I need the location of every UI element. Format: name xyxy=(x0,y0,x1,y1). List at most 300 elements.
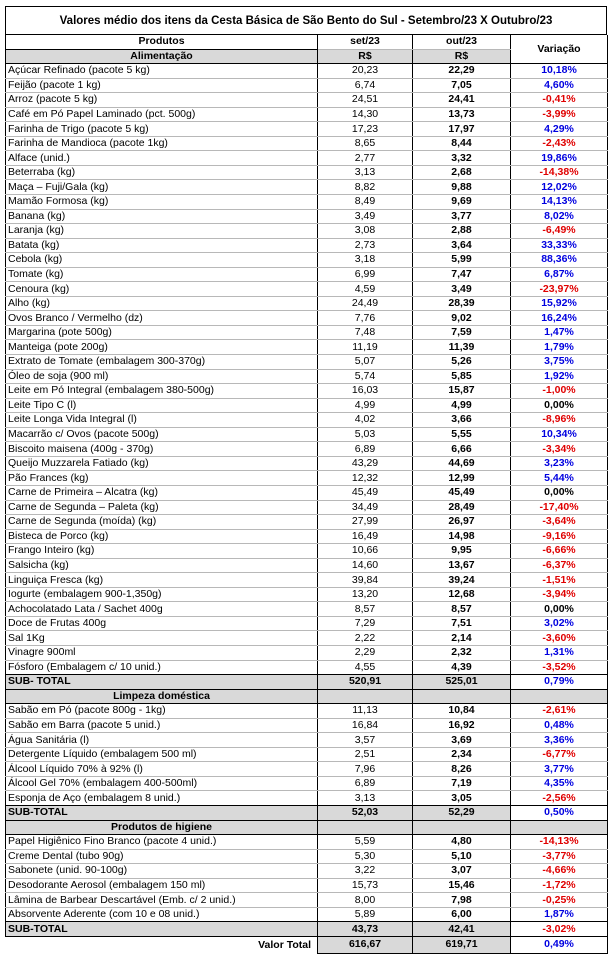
variation-value: 14,13% xyxy=(511,195,608,210)
variation-value: 3,23% xyxy=(511,456,608,471)
product-name: Doce de Frutas 400g xyxy=(6,616,318,631)
subtotal-variation: -3,02% xyxy=(511,922,608,937)
price-out: 7,19 xyxy=(413,776,511,791)
variation-value: 8,02% xyxy=(511,209,608,224)
price-set: 7,29 xyxy=(318,616,413,631)
price-set: 11,13 xyxy=(318,704,413,719)
table-row xyxy=(6,835,608,850)
product-name: Farinha de Trigo (pacote 5 kg) xyxy=(6,122,318,137)
price-out: 5,55 xyxy=(413,427,511,442)
subtotal-row xyxy=(6,675,608,690)
price-out: 5,10 xyxy=(413,849,511,864)
price-set: 7,76 xyxy=(318,311,413,326)
price-set: 6,74 xyxy=(318,78,413,93)
table-row xyxy=(6,718,608,733)
variation-value: -1,51% xyxy=(511,573,608,588)
price-out: 15,46 xyxy=(413,878,511,893)
price-out: 2,88 xyxy=(413,224,511,239)
product-name: Bisteca de Porco (kg) xyxy=(6,529,318,544)
price-out: 3,77 xyxy=(413,209,511,224)
variation-value: 15,92% xyxy=(511,296,608,311)
table-row xyxy=(6,864,608,879)
variation-value: -17,40% xyxy=(511,500,608,515)
table-row xyxy=(6,311,608,326)
product-name: Salsicha (kg) xyxy=(6,558,318,573)
table-row xyxy=(6,660,608,675)
table-row xyxy=(6,267,608,282)
variation-value: 1,87% xyxy=(511,907,608,922)
table-row xyxy=(6,238,608,253)
variation-value: 4,29% xyxy=(511,122,608,137)
table-row xyxy=(6,180,608,195)
table-row xyxy=(6,704,608,719)
price-set: 15,73 xyxy=(318,878,413,893)
product-name: Leite em Pó Integral (embalagem 380-500g) xyxy=(6,384,318,399)
variation-value: 16,24% xyxy=(511,311,608,326)
section-blank-cell xyxy=(318,689,413,704)
price-set: 2,73 xyxy=(318,238,413,253)
price-out: 28,39 xyxy=(413,296,511,311)
product-name: Farinha de Mandioca (pacote 1kg) xyxy=(6,136,318,151)
price-set: 2,22 xyxy=(318,631,413,646)
subtotal-out: 42,41 xyxy=(413,922,511,937)
price-set: 5,59 xyxy=(318,835,413,850)
product-name: Linguiça Fresca (kg) xyxy=(6,573,318,588)
price-out: 14,98 xyxy=(413,529,511,544)
table-row xyxy=(6,776,608,791)
price-set: 24,49 xyxy=(318,296,413,311)
table-row xyxy=(6,456,608,471)
variation-value: 0,00% xyxy=(511,602,608,617)
price-set: 16,84 xyxy=(318,718,413,733)
product-name: Macarrão c/ Ovos (pacote 500g) xyxy=(6,427,318,442)
price-set: 24,51 xyxy=(318,93,413,108)
price-out: 13,73 xyxy=(413,107,511,122)
variation-value: -1,72% xyxy=(511,878,608,893)
subtotal-out: 525,01 xyxy=(413,675,511,690)
section-title: Alimentação xyxy=(6,49,318,64)
price-set: 7,96 xyxy=(318,762,413,777)
table-row xyxy=(6,485,608,500)
variation-value: 10,18% xyxy=(511,64,608,79)
subtotal-row xyxy=(6,805,608,820)
variation-value: -6,66% xyxy=(511,544,608,559)
variation-value: 88,36% xyxy=(511,253,608,268)
table-row xyxy=(6,136,608,151)
product-name: Alface (unid.) xyxy=(6,151,318,166)
price-set: 3,08 xyxy=(318,224,413,239)
variation-value: -8,96% xyxy=(511,413,608,428)
price-set: 39,84 xyxy=(318,573,413,588)
variation-value: -2,56% xyxy=(511,791,608,806)
price-set: 20,23 xyxy=(318,64,413,79)
product-name: Tomate (kg) xyxy=(6,267,318,282)
table-row xyxy=(6,587,608,602)
table-row xyxy=(6,325,608,340)
variation-value: 5,44% xyxy=(511,471,608,486)
section-blank-cell xyxy=(511,820,608,835)
price-sheet xyxy=(5,6,607,954)
variation-value: -6,77% xyxy=(511,747,608,762)
product-name: Detergente Líquido (embalagem 500 ml) xyxy=(6,747,318,762)
variation-value: -3,34% xyxy=(511,442,608,457)
table-row xyxy=(6,631,608,646)
subtotal-row xyxy=(6,922,608,937)
subtotal-variation: 0,50% xyxy=(511,805,608,820)
price-set: 14,30 xyxy=(318,107,413,122)
table-row xyxy=(6,602,608,617)
price-set: 8,57 xyxy=(318,602,413,617)
variation-value: 6,87% xyxy=(511,267,608,282)
price-set: 45,49 xyxy=(318,485,413,500)
variation-value: -3,99% xyxy=(511,107,608,122)
subtotal-label: SUB-TOTAL xyxy=(6,805,318,820)
variation-value: -3,77% xyxy=(511,849,608,864)
variation-value: -6,37% xyxy=(511,558,608,573)
header-set: set/23 xyxy=(318,35,413,49)
product-name: Álcool Gel 70% (embalagem 400-500ml) xyxy=(6,776,318,791)
table-row xyxy=(6,107,608,122)
price-out: 22,29 xyxy=(413,64,511,79)
product-name: Iogurte (embalagem 900-1,350g) xyxy=(6,587,318,602)
price-set: 43,29 xyxy=(318,456,413,471)
table-row xyxy=(6,165,608,180)
price-set: 16,03 xyxy=(318,384,413,399)
variation-value: -2,61% xyxy=(511,704,608,719)
table-row xyxy=(6,122,608,137)
price-set: 2,29 xyxy=(318,645,413,660)
price-set: 5,07 xyxy=(318,355,413,370)
product-name: Álcool Líquido 70% à 92% (l) xyxy=(6,762,318,777)
price-out: 7,59 xyxy=(413,325,511,340)
price-out: 6,66 xyxy=(413,442,511,457)
price-set: 8,49 xyxy=(318,195,413,210)
price-out: 2,34 xyxy=(413,747,511,762)
table-row xyxy=(6,558,608,573)
product-name: Açúcar Refinado (pacote 5 kg) xyxy=(6,64,318,79)
price-out: 3,64 xyxy=(413,238,511,253)
price-set: 3,49 xyxy=(318,209,413,224)
price-out: 17,97 xyxy=(413,122,511,137)
product-name: Maça – Fuji/Gala (kg) xyxy=(6,180,318,195)
table-row xyxy=(6,616,608,631)
price-out: 3,69 xyxy=(413,733,511,748)
table-row xyxy=(6,791,608,806)
variation-value: 12,02% xyxy=(511,180,608,195)
table-row xyxy=(6,427,608,442)
variation-value: -14,13% xyxy=(511,835,608,850)
price-out: 28,49 xyxy=(413,500,511,515)
header-out: out/23 xyxy=(413,35,511,49)
price-set: 5,30 xyxy=(318,849,413,864)
subtotal-out: 52,29 xyxy=(413,805,511,820)
variation-value: 3,75% xyxy=(511,355,608,370)
header-produtos: Produtos xyxy=(6,35,318,49)
variation-value: -14,38% xyxy=(511,165,608,180)
price-set: 34,49 xyxy=(318,500,413,515)
price-out: 6,00 xyxy=(413,907,511,922)
price-set: 3,13 xyxy=(318,791,413,806)
section-blank-cell xyxy=(413,689,511,704)
price-out: 12,99 xyxy=(413,471,511,486)
price-out: 9,69 xyxy=(413,195,511,210)
product-name: Fósforo (Embalagem c/ 10 unid.) xyxy=(6,660,318,675)
currency-label-set: R$ xyxy=(318,49,413,64)
variation-value: 1,79% xyxy=(511,340,608,355)
variation-value: 3,77% xyxy=(511,762,608,777)
product-name: Achocolatado Lata / Sachet 400g xyxy=(6,602,318,617)
total-variation: 0,49% xyxy=(511,936,608,953)
variation-value: -2,43% xyxy=(511,136,608,151)
currency-label-out: R$ xyxy=(413,49,511,64)
table-row xyxy=(6,253,608,268)
price-out: 45,49 xyxy=(413,485,511,500)
price-set: 6,89 xyxy=(318,442,413,457)
variation-value: -3,94% xyxy=(511,587,608,602)
table-row xyxy=(6,762,608,777)
price-set: 8,00 xyxy=(318,893,413,908)
table-row xyxy=(6,224,608,239)
variation-value: -3,60% xyxy=(511,631,608,646)
table-row xyxy=(6,355,608,370)
product-name: Absorvente Aderente (com 10 e 08 unid.) xyxy=(6,907,318,922)
table-row xyxy=(6,878,608,893)
variation-value: -3,64% xyxy=(511,515,608,530)
product-name: Pão Frances (kg) xyxy=(6,471,318,486)
variation-value: 33,33% xyxy=(511,238,608,253)
price-out: 24,41 xyxy=(413,93,511,108)
product-name: Carne de Primeira – Alcatra (kg) xyxy=(6,485,318,500)
price-out: 4,99 xyxy=(413,398,511,413)
price-set: 3,22 xyxy=(318,864,413,879)
price-set: 4,99 xyxy=(318,398,413,413)
sheet-title: Valores médio dos itens da Cesta Básica de São Bento do Sul - Setembro/23 X Outubro/23 xyxy=(5,6,607,35)
price-set: 11,19 xyxy=(318,340,413,355)
price-set: 8,65 xyxy=(318,136,413,151)
price-out: 3,49 xyxy=(413,282,511,297)
product-name: Desodorante Aerosol (embalagem 150 ml) xyxy=(6,878,318,893)
header-row xyxy=(6,35,608,49)
table-row xyxy=(6,398,608,413)
table-row xyxy=(6,209,608,224)
section-header-row xyxy=(6,820,608,835)
product-name: Café em Pó Papel Laminado (pct. 500g) xyxy=(6,107,318,122)
price-out: 9,88 xyxy=(413,180,511,195)
product-name: Batata (kg) xyxy=(6,238,318,253)
variation-value: 1,31% xyxy=(511,645,608,660)
table-row xyxy=(6,195,608,210)
price-out: 2,32 xyxy=(413,645,511,660)
product-name: Frango Inteiro (kg) xyxy=(6,544,318,559)
price-set: 14,60 xyxy=(318,558,413,573)
product-name: Esponja de Aço (embalagem 8 unid.) xyxy=(6,791,318,806)
product-name: Papel Higiênico Fino Branco (pacote 4 unid.) xyxy=(6,835,318,850)
price-out: 9,95 xyxy=(413,544,511,559)
table-row xyxy=(6,369,608,384)
table-row xyxy=(6,500,608,515)
table-row xyxy=(6,515,608,530)
table-row xyxy=(6,340,608,355)
subtotal-variation: 0,79% xyxy=(511,675,608,690)
price-out: 13,67 xyxy=(413,558,511,573)
price-out: 8,26 xyxy=(413,762,511,777)
price-set: 2,51 xyxy=(318,747,413,762)
variation-value: -4,66% xyxy=(511,864,608,879)
product-name: Água Sanitária (l) xyxy=(6,733,318,748)
price-out: 16,92 xyxy=(413,718,511,733)
price-set: 3,57 xyxy=(318,733,413,748)
product-name: Lâmina de Barbear Descartável (Emb. c/ 2 unid.) xyxy=(6,893,318,908)
table-row xyxy=(6,907,608,922)
price-table xyxy=(5,35,608,954)
product-name: Carne de Segunda – Paleta (kg) xyxy=(6,500,318,515)
price-out: 10,84 xyxy=(413,704,511,719)
table-row xyxy=(6,78,608,93)
price-set: 6,99 xyxy=(318,267,413,282)
price-out: 9,02 xyxy=(413,311,511,326)
variation-value: 3,02% xyxy=(511,616,608,631)
price-set: 17,23 xyxy=(318,122,413,137)
price-out: 44,69 xyxy=(413,456,511,471)
price-out: 11,39 xyxy=(413,340,511,355)
price-out: 15,87 xyxy=(413,384,511,399)
price-set: 7,48 xyxy=(318,325,413,340)
variation-value: 0,00% xyxy=(511,398,608,413)
price-out: 7,98 xyxy=(413,893,511,908)
table-row xyxy=(6,64,608,79)
product-name: Alho (kg) xyxy=(6,296,318,311)
table-row xyxy=(6,747,608,762)
variation-value: 1,47% xyxy=(511,325,608,340)
price-set: 10,66 xyxy=(318,544,413,559)
price-out: 3,32 xyxy=(413,151,511,166)
price-out: 7,05 xyxy=(413,78,511,93)
subtotal-set: 520,91 xyxy=(318,675,413,690)
table-row xyxy=(6,384,608,399)
table-row xyxy=(6,544,608,559)
product-name: Banana (kg) xyxy=(6,209,318,224)
product-name: Sal 1Kg xyxy=(6,631,318,646)
subtotal-set: 43,73 xyxy=(318,922,413,937)
price-set: 2,77 xyxy=(318,151,413,166)
price-set: 6,89 xyxy=(318,776,413,791)
product-name: Leite Longa Vida Integral (l) xyxy=(6,413,318,428)
section-header-row xyxy=(6,689,608,704)
table-row xyxy=(6,733,608,748)
subtotal-set: 52,03 xyxy=(318,805,413,820)
table-row xyxy=(6,442,608,457)
price-out: 2,14 xyxy=(413,631,511,646)
price-out: 8,44 xyxy=(413,136,511,151)
section-title: Produtos de higiene xyxy=(6,820,318,835)
price-set: 8,82 xyxy=(318,180,413,195)
table-row xyxy=(6,413,608,428)
product-name: Carne de Segunda (moída) (kg) xyxy=(6,515,318,530)
product-name: Feijão (pacote 1 kg) xyxy=(6,78,318,93)
price-out: 39,24 xyxy=(413,573,511,588)
price-set: 3,18 xyxy=(318,253,413,268)
total-row xyxy=(6,936,608,953)
table-row xyxy=(6,529,608,544)
price-out: 3,07 xyxy=(413,864,511,879)
product-name: Mamão Formosa (kg) xyxy=(6,195,318,210)
variation-value: 0,00% xyxy=(511,485,608,500)
table-row xyxy=(6,93,608,108)
section-blank-cell xyxy=(511,689,608,704)
price-out: 5,85 xyxy=(413,369,511,384)
subtotal-label: SUB- TOTAL xyxy=(6,675,318,690)
variation-value: -9,16% xyxy=(511,529,608,544)
variation-value: -23,97% xyxy=(511,282,608,297)
table-row xyxy=(6,282,608,297)
variation-value: 4,35% xyxy=(511,776,608,791)
product-name: Ovos Branco / Vermelho (dz) xyxy=(6,311,318,326)
table-row xyxy=(6,849,608,864)
subtotal-label: SUB-TOTAL xyxy=(6,922,318,937)
section-blank-cell xyxy=(318,820,413,835)
product-name: Biscoito maisena (400g - 370g) xyxy=(6,442,318,457)
section-blank-cell xyxy=(413,820,511,835)
variation-value: -6,49% xyxy=(511,224,608,239)
total-label: Valor Total xyxy=(6,936,318,953)
price-set: 12,32 xyxy=(318,471,413,486)
variation-value: -0,41% xyxy=(511,93,608,108)
product-name: Creme Dental (tubo 90g) xyxy=(6,849,318,864)
header-variacao: Variação xyxy=(511,35,608,64)
price-set: 4,59 xyxy=(318,282,413,297)
price-set: 4,02 xyxy=(318,413,413,428)
product-name: Vinagre 900ml xyxy=(6,645,318,660)
price-out: 3,66 xyxy=(413,413,511,428)
product-name: Queijo Muzzarela Fatiado (kg) xyxy=(6,456,318,471)
product-name: Sabonete (unid. 90-100g) xyxy=(6,864,318,879)
product-name: Leite Tipo C (l) xyxy=(6,398,318,413)
section-title: Limpeza doméstica xyxy=(6,689,318,704)
price-set: 16,49 xyxy=(318,529,413,544)
price-out: 5,99 xyxy=(413,253,511,268)
price-out: 7,47 xyxy=(413,267,511,282)
price-set: 5,03 xyxy=(318,427,413,442)
variation-value: 1,92% xyxy=(511,369,608,384)
product-name: Manteiga (pote 200g) xyxy=(6,340,318,355)
product-name: Cebola (kg) xyxy=(6,253,318,268)
product-name: Laranja (kg) xyxy=(6,224,318,239)
table-row xyxy=(6,296,608,311)
product-name: Sabão em Barra (pacote 5 unid.) xyxy=(6,718,318,733)
price-out: 12,68 xyxy=(413,587,511,602)
product-name: Beterraba (kg) xyxy=(6,165,318,180)
variation-value: 0,48% xyxy=(511,718,608,733)
product-name: Margarina (pote 500g) xyxy=(6,325,318,340)
table-row xyxy=(6,645,608,660)
price-out: 7,51 xyxy=(413,616,511,631)
table-row xyxy=(6,151,608,166)
price-set: 3,13 xyxy=(318,165,413,180)
price-set: 27,99 xyxy=(318,515,413,530)
table-row xyxy=(6,471,608,486)
price-out: 3,05 xyxy=(413,791,511,806)
product-name: Cenoura (kg) xyxy=(6,282,318,297)
price-set: 4,55 xyxy=(318,660,413,675)
variation-value: -1,00% xyxy=(511,384,608,399)
variation-value: 19,86% xyxy=(511,151,608,166)
table-row xyxy=(6,573,608,588)
total-out: 619,71 xyxy=(413,936,511,953)
price-set: 5,74 xyxy=(318,369,413,384)
product-name: Sabão em Pó (pacote 800g - 1kg) xyxy=(6,704,318,719)
price-out: 4,80 xyxy=(413,835,511,850)
variation-value: 3,36% xyxy=(511,733,608,748)
